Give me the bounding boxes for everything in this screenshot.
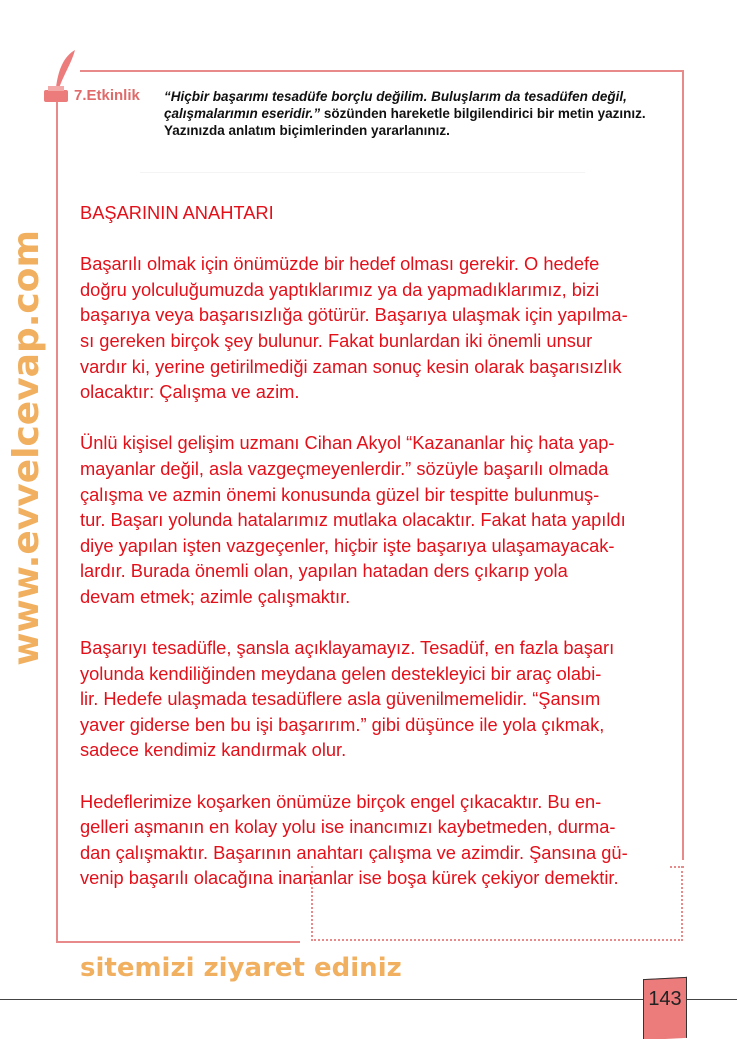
dotted-box-corner (670, 866, 684, 868)
answer-line: çalışma ve azmin önemi konusunda güzel bir tespitte bulunmuş- (80, 483, 600, 505)
answer-line: Ünlü kişisel gelişim uzmanı Cihan Akyol “Kazananlar hiç hata yap- (80, 432, 615, 454)
activity-instruction: sözünden hareketle bilgilendirici bir metin yazınız. Yazınızda anlatım biçimlerinden yararlanınız. (164, 106, 646, 138)
answer-line: Başarıyı tesadüfle, şansla açıklayamayız. Tesadüf, en fazla başarı (80, 637, 615, 659)
answer-paragraph (80, 251, 628, 405)
answer-line: lardır. Burada önemli olan, yapılan hatadan ders çıkarıp yola (80, 560, 568, 582)
answer-line: doğru yolculuğumuzda yaptıklarımız ya da yapmadıklarımız, bizi (80, 278, 600, 300)
answer-title: BAŞARININ ANAHTARI (80, 202, 274, 223)
handwritten-answer (80, 200, 628, 917)
answer-line: yaver giderse ben bu işi başarırım.” gibi düşünce ile yola çıkmak, (80, 713, 605, 735)
answer-line: diye yapılan işten vazgeçenler, hiçbir işte başarıya ulaşamayacak- (80, 534, 615, 556)
frame-bottom-border (56, 941, 300, 943)
answer-line: yolunda kendiliğinden meydana gelen destekleyici bir araç olabi- (80, 662, 602, 684)
answer-line: gelleri aşmanın en kolay yolu ise inancımızı kaybetmeden, durma- (80, 816, 616, 838)
answer-line: Hedeflerimize koşarken önümüze birçok engel çıkacaktır. Bu en- (80, 790, 602, 812)
activity-prompt (164, 88, 674, 139)
activity-quote: “Hiçbir başarımı tesadüfe borçlu değilim. Buluşlarım da tesadüfen değil, çalışmalarımın eseridir.” (164, 89, 627, 121)
frame-top-border (80, 70, 683, 72)
answer-paragraph (80, 789, 628, 891)
watermark-site: www.evvelcevap.com (6, 230, 47, 666)
separator (140, 172, 585, 173)
watermark-note: sitemizi ziyaret ediniz (80, 953, 402, 983)
answer-line: lir. Hedefe ulaşmada tesadüflere asla güvenilmemelidir. “Şansım (80, 688, 601, 710)
answer-line: devam etmek; azimle çalışmaktır. (80, 585, 351, 607)
frame-right-border (682, 70, 684, 860)
answer-line: mayanlar değil, asla vazgeçmeyenlerdir.” sözüyle başarılı olmada (80, 457, 609, 479)
answer-line: vardır ki, yerine getirilmediği zaman sonuç kesin olarak başarısızlık (80, 355, 622, 377)
activity-label: 7.Etkinlik (74, 87, 140, 104)
answer-line: başarıya veya başarısızlığa götürür. Başarıya ulaşmak için yapılma- (80, 304, 628, 326)
answer-paragraph (80, 430, 628, 609)
answer-line: venip başarılı olacağına inananlar ise boşa kürek çekiyor demektir. (80, 867, 619, 889)
answer-line: dan çalışmaktır. Başarının anahtarı çalışma ve azimdir. Şansına gü- (80, 841, 628, 863)
answer-line: sadece kendimiz kandırmak olur. (80, 739, 347, 761)
page-number: 143 (648, 988, 682, 1010)
frame-left-border (56, 100, 58, 942)
answer-line: sı gereken birçok şey bulunur. Fakat bunlardan iki önemli unsur (80, 329, 593, 351)
answer-paragraph (80, 635, 628, 763)
page-bottom-rule (0, 999, 737, 1000)
answer-line: Başarılı olmak için önümüzde bir hedef olması gerekir. O hedefe (80, 253, 600, 275)
answer-line: olacaktır: Çalışma ve azim. (80, 381, 300, 403)
answer-line: tur. Başarı yolunda hatalarımız mutlaka olacaktır. Fakat hata yapıldı (80, 509, 626, 531)
